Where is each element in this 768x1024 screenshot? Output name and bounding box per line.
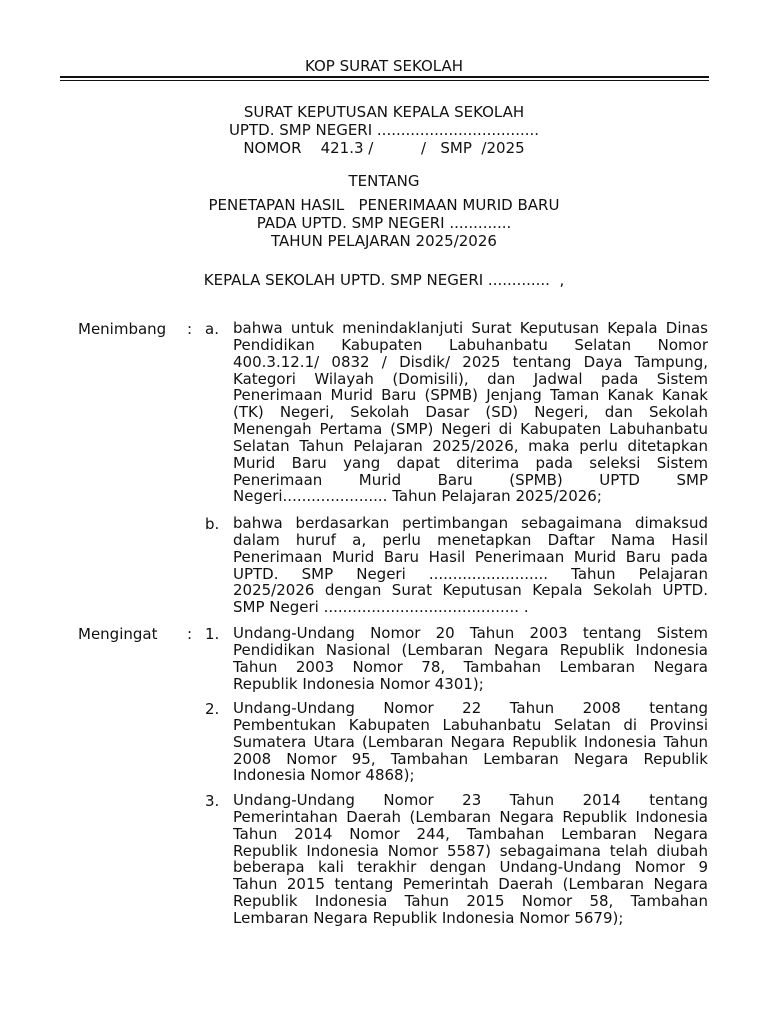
paragraph-line: Pembentukan Kabupaten Labuhanbatu Selatan di Provinsi	[233, 716, 708, 734]
mengingat-colon: :	[187, 625, 193, 643]
paragraph-line: Undang-Undang Nomor 22 Tahun 2008 tentang	[233, 700, 708, 717]
list-marker: a.	[205, 320, 219, 338]
paragraph-line: Penerimaan Murid Baru Hasil Penerimaan Murid Baru pada	[233, 548, 708, 566]
paragraph-line: 2025/2026 dengan Surat Keputusan Kepala Sekolah UPTD.	[233, 582, 708, 600]
paragraph-line: Republik Indonesia Tahun 2015 Nomor 58, Tambahan	[233, 893, 708, 910]
paragraph-line: Selatan Tahun Pelajaran 2025/2026, maka perlu ditetapkan	[233, 437, 708, 455]
tentang-heading	[0, 172, 768, 190]
paragraph-line: Indonesia Nomor 4868);	[233, 767, 415, 785]
decree-number-line: NOMOR 421.3 / / SMP /2025	[243, 139, 525, 157]
paragraph-line: UPTD. SMP Negeri ......................... Tahun Pelajaran	[233, 565, 708, 583]
paragraph-line: Pendidikan Nasional (Lembaran Negara Republik Indonesia	[233, 641, 708, 659]
paragraph-line: Tahun 2015 tentang Pemerintah Daerah (Lembaran Negara	[233, 876, 708, 894]
list-marker: 2.	[205, 700, 220, 718]
menimbang-item-a	[233, 320, 708, 505]
paragraph-line: Negeri...................... Tahun Pelajaran 2025/2026;	[233, 488, 602, 506]
decree-title-line: SURAT KEPUTUSAN KEPALA SEKOLAH	[243, 103, 525, 121]
decree-title	[0, 103, 768, 157]
menimbang-item-b	[233, 515, 708, 616]
mengingat-item-1	[233, 625, 708, 692]
paragraph-line: Kategori Wilayah (Domisili), dan Jadwal pada Sistem	[233, 370, 708, 388]
decree-subject-line: TAHUN PELAJARAN 2025/2026	[271, 232, 497, 250]
paragraph-line: (TK) Negeri, Sekolah Dasar (SD) Negeri, dan Sekolah	[233, 404, 708, 422]
paragraph-line: Penerimaan Murid Baru (SPMB) Jenjang Taman Kanak Kanak	[233, 387, 708, 405]
list-marker: 3.	[205, 792, 220, 810]
paragraph-line: Undang-Undang Nomor 20 Tahun 2003 tentang Sistem	[233, 625, 708, 642]
paragraph-line: dalam huruf a, perlu menetapkan Daftar Nama Hasil	[233, 531, 708, 549]
paragraph-line: Pemerintahan Daerah (Lembaran Negara Republik Indonesia	[233, 808, 708, 826]
list-marker: 1.	[205, 625, 220, 643]
paragraph-line: bahwa berdasarkan pertimbangan sebagaimana dimaksud	[233, 515, 708, 532]
menimbang-label: Menimbang	[78, 320, 167, 338]
issuer-text: KEPALA SEKOLAH UPTD. SMP NEGERI ............. ,	[203, 271, 565, 289]
paragraph-line: Republik Indonesia Nomor 4301);	[233, 675, 484, 693]
paragraph-line: Penerimaan Murid Baru (SPMB) UPTD SMP	[233, 471, 708, 489]
letterhead-title: KOP SURAT SEKOLAH	[304, 57, 464, 75]
decree-subject-line: PADA UPTD. SMP NEGERI .............	[256, 214, 512, 232]
paragraph-line: Sumatera Utara (Lembaran Negara Republik Indonesia Tahun	[233, 733, 708, 751]
mengingat-item-2	[233, 700, 708, 784]
decree-subject	[0, 196, 768, 250]
paragraph-line: 400.3.12.1/ 0832 / Disdik/ 2025 tentang Daya Tampung,	[233, 353, 708, 371]
decree-title-line: UPTD. SMP NEGERI ..................................	[228, 121, 540, 139]
paragraph-line: Undang-Undang Nomor 23 Tahun 2014 tentang	[233, 792, 708, 809]
letterhead-rule-thin	[60, 80, 709, 81]
letterhead-rule-thick	[60, 76, 709, 78]
paragraph-line: Tahun 2003 Nomor 78, Tambahan Lembaran Negara	[233, 658, 708, 676]
menimbang-colon: :	[187, 320, 193, 338]
paragraph-line: Tahun 2014 Nomor 244, Tambahan Lembaran Negara	[233, 825, 708, 843]
paragraph-line: Pendidikan Kabupaten Labuhanbatu Selatan Nomor	[233, 336, 708, 354]
paragraph-line: Murid Baru yang dapat diterima pada seleksi Sistem	[233, 454, 708, 472]
decree-subject-line: PENETAPAN HASIL PENERIMAAN MURID BARU	[208, 196, 560, 214]
paragraph-line: Republik Indonesia Nomor 5587) sebagaimana telah diubah	[233, 842, 708, 860]
list-marker: b.	[205, 515, 220, 533]
issuer-line	[0, 271, 768, 289]
paragraph-line: SMP Negeri ......................................... .	[233, 599, 529, 617]
paragraph-line: 2008 Nomor 95, Tambahan Lembaran Negara Republik	[233, 750, 708, 768]
paragraph-line: bahwa untuk menindaklanjuti Surat Keputusan Kepala Dinas	[233, 320, 708, 337]
tentang-text: TENTANG	[348, 172, 420, 190]
paragraph-line: beberapa kali terakhir dengan Undang-Undang Nomor 9	[233, 859, 708, 877]
mengingat-item-3	[233, 792, 708, 927]
paragraph-line: Menengah Pertama (SMP) Negeri di Kabupaten Labuhanbatu	[233, 421, 708, 438]
mengingat-label: Mengingat	[78, 625, 158, 643]
paragraph-line: Lembaran Negara Republik Indonesia Nomor 5679);	[233, 909, 624, 927]
